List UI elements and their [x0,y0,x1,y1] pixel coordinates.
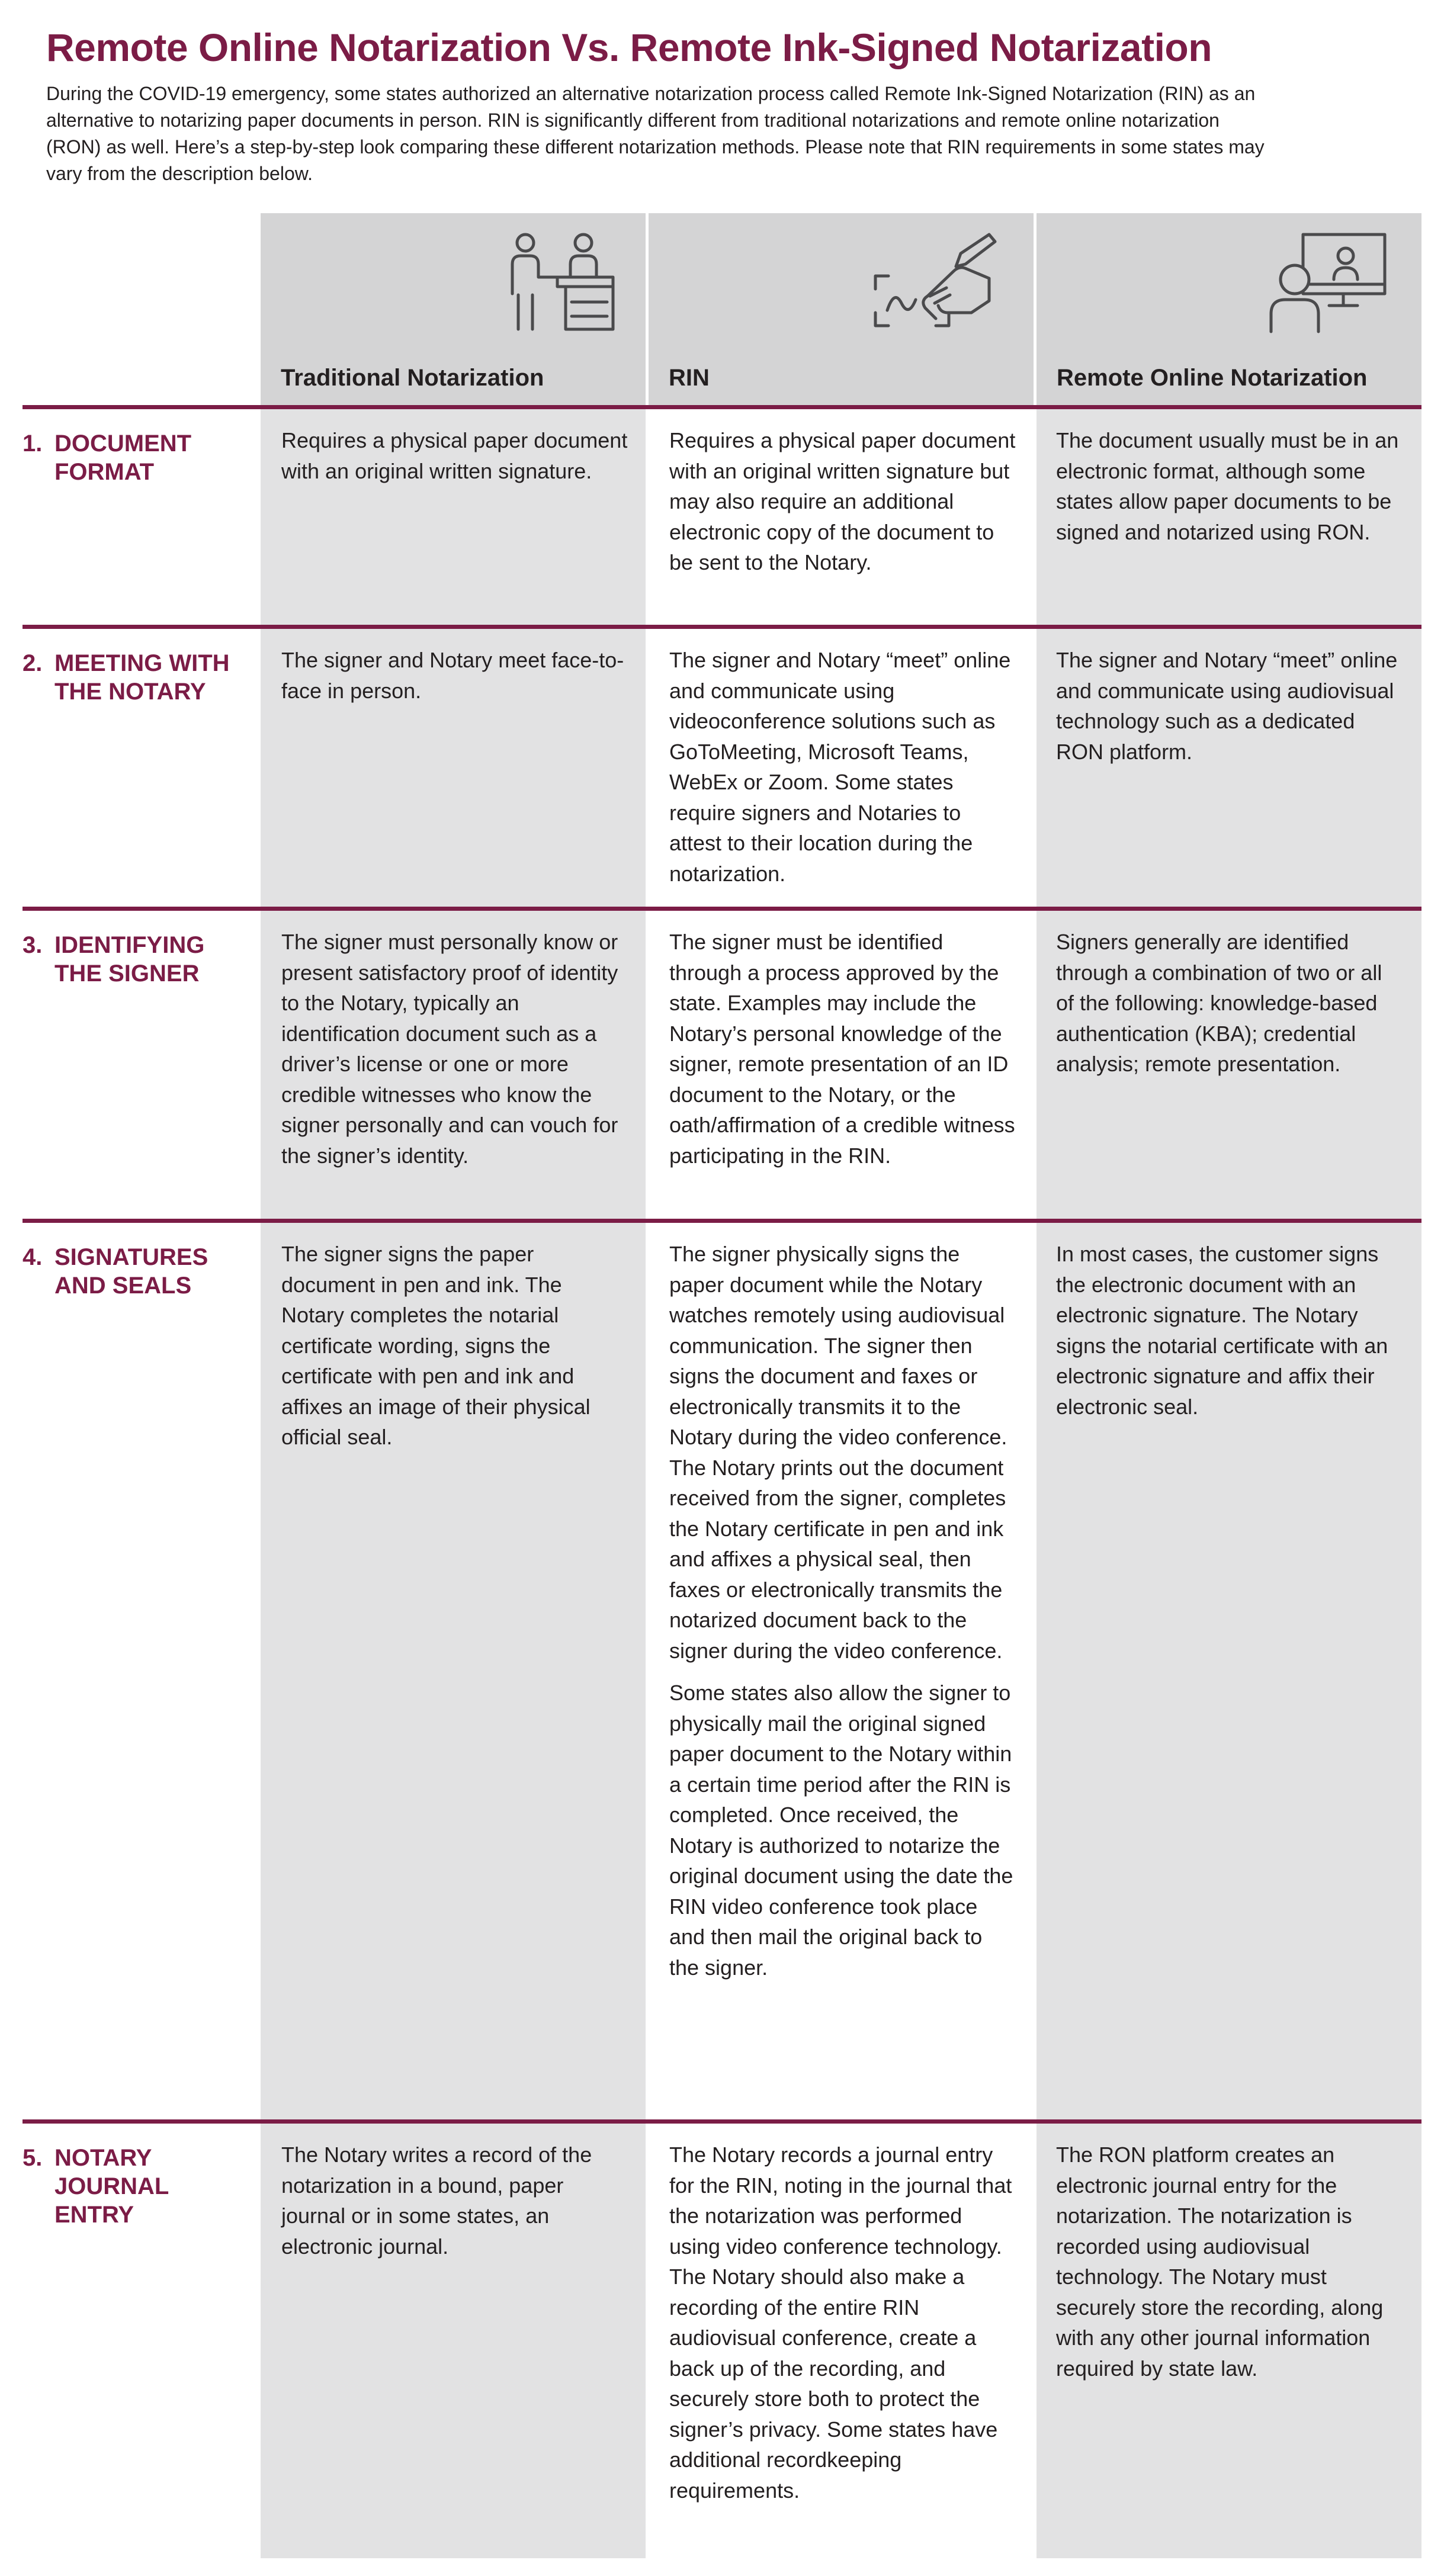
cell-traditional [281,927,628,1183]
cell-rin [669,645,1016,901]
cell-ron [1056,1239,1403,1434]
cell-text: The signer and Notary “meet” online and communicate using videoconference solutions such as GoToMeeting, Microsoft Teams, WebEx or Zoom. Some states require signers and Notaries to attest to their location during the notarization. [669,648,1011,886]
cell-ron [1056,2140,1403,2395]
cell-text: In most cases, the customer signs the electronic document with an electronic signature. The Notary signs the notarial certificate with an electronic signature and affix their electronic seal. [1056,1242,1388,1419]
cell-rin [669,425,1016,590]
row-number: 5. [23,2145,43,2171]
header-rin [649,213,1034,406]
cell-text: Some states also allow the signer to physically mail the original signed paper document to the Notary within a certain time period after the RIN is completed. Once received, the Notary is authorized to notarize the original document using the date the RIN video conference took place and then mail the original back to the signer. [669,1681,1013,1980]
row-divider [23,907,1421,911]
video-call-icon [1267,230,1392,335]
cell-text: The signer must be identified through a process approved by the state. Examples may include the Notary’s personal knowledge of the signer, remote presentation of an ID document to the Notary, or the oath/affirmation of a credible witness participating in the RIN. [669,930,1015,1168]
header-label-ron: Remote Online Notarization [1057,365,1368,391]
row-divider [23,1219,1421,1223]
row-number: 2. [23,650,43,676]
row-number: 1. [23,431,43,457]
row-title: IDENTIFYING THE SIGNER [54,932,205,987]
row-label-identifying [23,931,242,988]
cell-text: Requires a physical paper document with an original written signature but may also require an additional electronic copy of the document to be sent to the Notary. [669,428,1016,574]
header-label-rin: RIN [669,365,710,391]
row-title: SIGNATURES AND SEALS [54,1244,208,1299]
cell-traditional [281,645,628,718]
header-label-traditional: Traditional Notarization [281,365,544,391]
cell-traditional [281,1239,628,1464]
cell-text: The signer must personally know or present satisfactory proof of identity to the Notary, typically an identification document such as a driver’s license or one or more credible witnesses who know the signer personally and can vouch for the signer’s identity. [281,930,618,1168]
cell-text: Signers generally are identified through a combination of two or all of the following: knowledge-based authentication (KBA); credential analysis; remote presentation. [1056,930,1382,1076]
row-title: DOCUMENT FORMAT [54,431,192,485]
cell-traditional [281,2140,628,2273]
row-divider [23,625,1421,629]
hand-signing-icon [871,230,1007,336]
row-title: NOTARY JOURNAL ENTRY [54,2145,169,2228]
header-traditional [261,213,646,406]
cell-text: The signer and Notary “meet” online and communicate using audiovisual technology such as a dedicated RON platform. [1056,648,1398,764]
row-label-journal [23,2144,242,2229]
row-number: 3. [23,932,43,958]
cell-rin [669,927,1016,1183]
cell-text: The document usually must be in an electronic format, although some states allow paper documents to be signed and notarized using RON. [1056,428,1399,544]
row-label-meeting [23,649,242,706]
header-ron [1037,213,1421,406]
cell-text: The Notary records a journal entry for the RIN, noting in the journal that the notarization was performed using video conference technology. The Notary should also make a recording of the entire RIN audiovisual conference, create a back up of the recording, and securely store both to protect the signer’s privacy. Some states have additional recordkeeping requirements. [669,2143,1012,2503]
cell-text: The signer physically signs the paper document while the Notary watches remotely using audiovisual communication. The signer then signs the document and faxes or electronically transmits it to the Notary during the video conference. The Notary prints out the document received from the signer, completes the Notary certificate in pen and ink and affixes a physical seal, then faxes or electronically transmits the notarized document back to the signer during the video conference. [669,1242,1007,1663]
row-divider [23,2119,1421,2124]
cell-rin [669,2140,1016,2517]
row-number: 4. [23,1244,43,1270]
row-divider [23,405,1421,409]
cell-traditional [281,425,628,498]
notary-desk-icon [500,230,619,333]
page-title: Remote Online Notarization Vs. Remote Ink-Signed Notarization [46,25,1212,69]
intro-paragraph: During the COVID-19 emergency, some states authorized an alternative notarization process called Remote Ink-Signed Notarization (RIN) as an alternative to notarizing paper documents in person. RIN is significantly different from traditional notarizations and remote online notarization (RON) as well. Here’s a step-by-step look comparing these different notarization methods. Please note that RIN requirements in some states may vary from the description below. [46,83,1265,184]
cell-rin [669,1239,1016,1994]
row-title: MEETING WITH THE NOTARY [54,650,230,705]
cell-text: Requires a physical paper document with an original written signature. [281,428,628,483]
cell-ron [1056,927,1403,1091]
cell-text: The signer signs the paper document in pen and ink. The Notary completes the notarial certificate wording, signs the certificate with pen and ink and affixes an image of their physical official seal. [281,1242,591,1449]
cell-text: The RON platform creates an electronic journal entry for the notarization. The notarization is recorded using audiovisual technology. The Notary must securely store the recording, along with any other journal information required by state law. [1056,2143,1384,2381]
row-label-document-format [23,429,242,486]
cell-ron [1056,425,1403,559]
cell-text: The Notary writes a record of the notarization in a bound, paper journal or in some states, an electronic journal. [281,2143,592,2259]
cell-ron [1056,645,1403,779]
cell-text: The signer and Notary meet face-to-face in person. [281,648,624,703]
row-label-signatures [23,1243,242,1300]
